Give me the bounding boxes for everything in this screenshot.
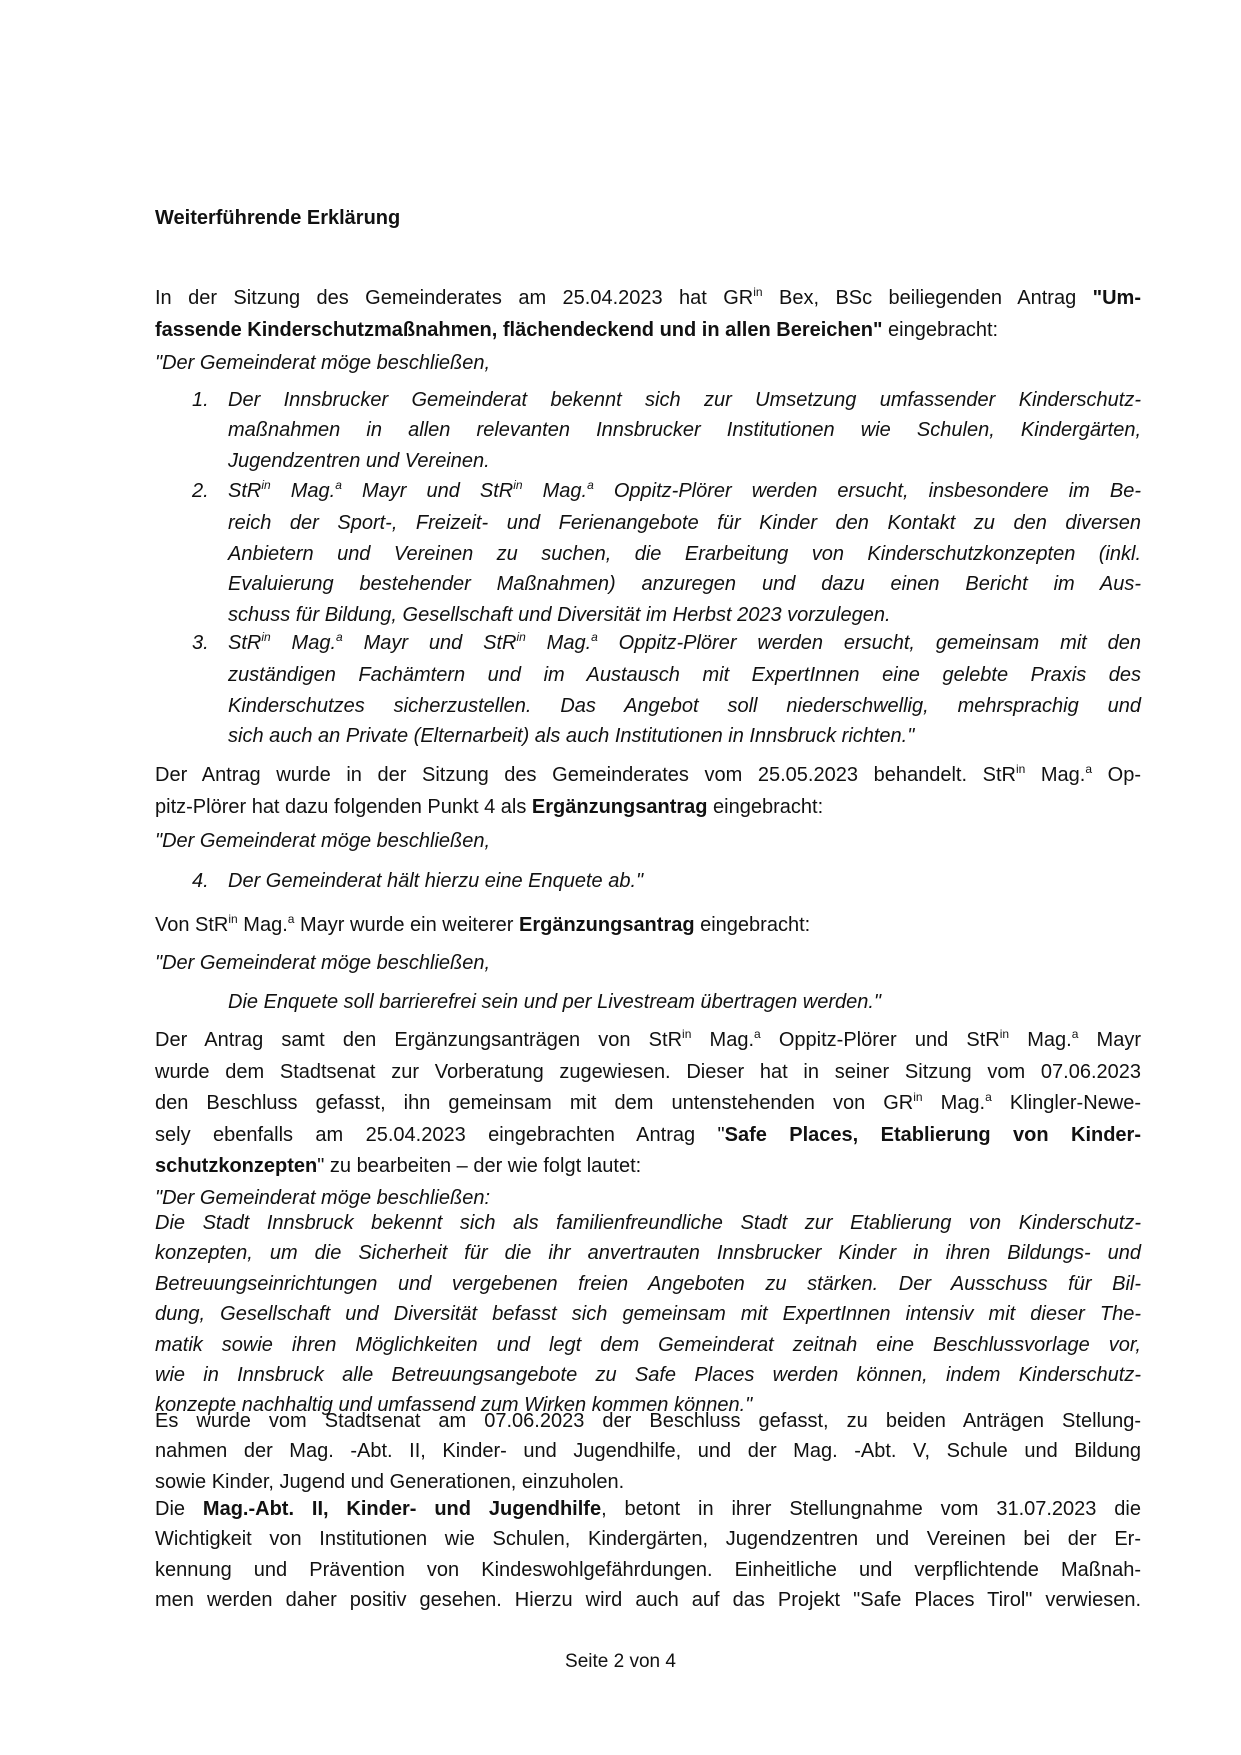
superscript: a [587, 478, 594, 492]
text-run: In der Sitzung des Gemeinderates am 25.04.2023 hat GR [155, 287, 754, 309]
text-line [228, 446, 1141, 476]
paragraph [155, 1025, 1141, 1181]
text-run: , betont in ihrer Stellungnahme vom 31.07.2023 die [601, 1498, 1141, 1520]
text-run: Mayr wurde ein weiterer [294, 914, 519, 936]
text-run: Mayr und StR [342, 632, 517, 654]
text-run: Die Stadt Innsbruck bekennt sich als familienfreundliche Stadt zur Etablierung von Kinderschutz- [155, 1212, 1141, 1234]
text-run: sely ebenfalls am 25.04.2023 eingebrachten Antrag " [155, 1124, 725, 1147]
text-line [155, 1467, 1141, 1497]
text-line [228, 628, 1141, 660]
superscript: a [591, 630, 598, 644]
list-number: 3. [192, 632, 209, 654]
text-run: Evaluierung bestehender Maßnahmen) anzuregen und dazu einen Bericht im Aus- [228, 573, 1141, 596]
text-run: maßnahmen in allen relevanten Innsbrucker Institutionen wie Schulen, Kindergärten, [228, 419, 1141, 442]
text-line [155, 1585, 1141, 1615]
text-run: Der Antrag wurde in der Sitzung des Gemeinderates vom 25.05.2023 behandelt. StR [155, 764, 1016, 786]
text-run: dung, Gesellschaft und Diversität befasst sich gemeinsam mit ExpertInnen intensiv mit dieser The- [155, 1303, 1141, 1326]
text-run: Mag. [270, 632, 337, 654]
paragraph [155, 1494, 1141, 1616]
text-run: Von StR [155, 914, 229, 936]
text-run: Mag. [922, 1091, 986, 1114]
text-line [228, 691, 1141, 721]
text-run: Mag. [525, 632, 592, 654]
bold-text: schutzkonzepten [155, 1154, 318, 1177]
list-item [155, 628, 1141, 752]
superscript: in [1015, 762, 1026, 776]
superscript: a [336, 630, 343, 644]
bold-text: Mag.-Abt. II, Kinder- und Jugendhilfe [202, 1498, 602, 1520]
text-run: Mag. [237, 914, 288, 936]
text-line [155, 1057, 1141, 1087]
text-run: StR [228, 632, 262, 654]
text-run: "Der Gemeinderat möge beschließen, [155, 352, 491, 374]
list-item [155, 385, 1141, 476]
text-run: sowie Kinder, Jugend und Generationen, einzuholen. [155, 1470, 625, 1493]
text-line [155, 1494, 1141, 1524]
text-line [155, 1151, 1141, 1181]
superscript: in [682, 1027, 692, 1041]
text-run: Bex, BSc beiliegenden Antrag [762, 287, 1093, 309]
text-line [228, 539, 1141, 569]
text-run: eingebracht: [694, 914, 811, 936]
superscript: in [913, 1089, 923, 1104]
text-line [155, 1269, 1141, 1299]
text-line [155, 348, 1141, 378]
text-run: Anbietern und Vereinen zu suchen, die Erarbeitung von Kinderschutzkonzepten (inkl. [228, 542, 1141, 565]
text-line [155, 315, 1141, 345]
list-number: 1. [192, 389, 209, 411]
text-line [155, 1406, 1141, 1436]
text-line [155, 283, 1141, 315]
text-line [228, 415, 1141, 445]
superscript: a [335, 478, 342, 492]
text-line [155, 1025, 1141, 1057]
paragraph [155, 760, 1141, 823]
list-item [155, 476, 1141, 630]
text-line [155, 826, 1141, 856]
superscript: a [1071, 1027, 1079, 1041]
text-run: "Der Gemeinderat möge beschließen, [155, 952, 491, 974]
text-run: Kinderschutzes sicherzustellen. Das Angebot soll niederschwellig, mehrsprachig und [228, 694, 1141, 717]
text-line [155, 760, 1141, 792]
text-run: eingebracht: [707, 796, 824, 819]
superscript: in [261, 478, 271, 492]
text-run: wurde dem Stadtsenat zur Vorberatung zugewiesen. Dieser hat in seiner Sitzung vom 07.06.2023 [155, 1061, 1141, 1084]
superscript: in [999, 1027, 1010, 1041]
text-run: konzepten, um die Sicherheit für die ihr anvertrauten Innsbrucker Kinder in ihren Bildungs- und [155, 1242, 1141, 1265]
text-line [155, 1120, 1141, 1150]
text-run: Oppitz-Plörer werden ersucht, insbesondere im Be- [593, 480, 1141, 502]
text-run: Mayr [1078, 1029, 1141, 1051]
superscript: in [516, 630, 526, 644]
superscript: in [513, 478, 523, 492]
bold-text: Ergänzungsantrag [518, 914, 695, 936]
text-run: Oppitz-Plörer werden ersucht, gemeinsam mit den [597, 632, 1141, 654]
superscript: in [228, 912, 238, 926]
text-line [228, 385, 1141, 415]
text-run: eingebracht: [882, 319, 999, 342]
text-run: wie in Innsbruck alle Betreuungsangebote zu Safe Places werden können, indem Kinderschutz- [155, 1364, 1141, 1387]
bold-text: "Um- [1092, 287, 1141, 309]
text-line [228, 508, 1141, 538]
text-run: Der Antrag samt den Ergänzungsanträgen von StR [155, 1029, 683, 1051]
list-item [155, 866, 1141, 896]
text-line [155, 948, 1141, 978]
bold-text: fassende Kinderschutzmaßnahmen, flächendeckend und in allen Bereichen" [155, 319, 883, 342]
page-number: Seite 2 von 4 [565, 1651, 676, 1672]
text-run: men werden daher positiv gesehen. Hierzu wird auch auf das Projekt "Safe Places Tirol" verwiesen. [155, 1589, 1141, 1612]
text-run: Wichtigkeit von Institutionen wie Schulen, Kindergärten, Jugendzentren und Vereinen bei der Er- [155, 1528, 1141, 1551]
list-number: 2. [192, 480, 209, 502]
text-run: Mag. [1025, 764, 1086, 786]
superscript: a [287, 912, 295, 926]
superscript: a [1085, 762, 1093, 776]
text-line [228, 660, 1141, 690]
text-run: "Der Gemeinderat möge beschließen: [155, 1187, 491, 1209]
section-heading: Weiterführende Erklärung [155, 207, 401, 229]
text-run: Betreuungseinrichtungen und vergebenen freien Angeboten zu stärken. Der Ausschuss für Bil- [155, 1272, 1141, 1295]
text-line [155, 1524, 1141, 1554]
text-run: pitz-Plörer hat dazu folgenden Punkt 4 als [155, 796, 532, 819]
text-run: nahmen der Mag. -Abt. II, Kinder- und Jugendhilfe, und der Mag. -Abt. V, Schule und Bildung [155, 1440, 1141, 1463]
text-run: sich auch an Private (Elternarbeit) als auch Institutionen in Innsbruck richten." [228, 725, 915, 748]
text-line [228, 600, 1141, 630]
paragraph [155, 348, 1141, 378]
text-run: Es wurde vom Stadtsenat am 07.06.2023 der Beschluss gefasst, zu beiden Anträgen Stellung- [155, 1410, 1141, 1432]
superscript: in [261, 630, 271, 644]
text-line [228, 569, 1141, 599]
text-line [155, 1330, 1141, 1360]
text-run: Oppitz-Plörer und StR [760, 1029, 1000, 1051]
superscript: a [985, 1089, 992, 1104]
text-run: Der Innsbrucker Gemeinderat bekennt sich zur Umsetzung umfassender Kinderschutz- [228, 389, 1141, 411]
text-run: Jugendzentren und Vereinen. [228, 449, 490, 472]
text-run: Mag. [270, 480, 336, 502]
text-run: StR [228, 480, 262, 502]
text-run: "Der Gemeinderat möge beschließen, [155, 830, 491, 852]
text-run: Klingler-Newe- [991, 1091, 1142, 1114]
text-run: matik sowie ihren Möglichkeiten und legt dem Gemeinderat zeitnah eine Beschlussvorlage vor, [155, 1333, 1141, 1356]
text-line [155, 1208, 1141, 1238]
paragraph [155, 948, 1141, 978]
text-run: Mayr und StR [341, 480, 514, 502]
text-line [155, 1555, 1141, 1585]
text-line [228, 866, 1141, 896]
text-run: zuständigen Fachämtern und im Austausch mit ExpertInnen eine gelebte Praxis des [228, 664, 1141, 687]
paragraph [155, 283, 1141, 346]
text-run: konzepte nachhaltig und umfassend zum Wirken kommen können." [155, 1394, 753, 1417]
text-line [155, 792, 1141, 822]
text-line [228, 476, 1141, 508]
text-line [228, 987, 1141, 1017]
text-line [228, 721, 1141, 751]
paragraph [155, 1406, 1141, 1497]
text-line [155, 1299, 1141, 1329]
text-run: kennung und Prävention von Kindeswohlgefährdungen. Einheitliche und verpflichtende Maßnah- [155, 1558, 1141, 1581]
text-run: Mag. [522, 480, 588, 502]
text-run: schuss für Bildung, Gesellschaft und Diversität im Herbst 2023 vorzulegen. [228, 603, 891, 626]
text-run: Der Gemeinderat hält hierzu eine Enquete ab." [228, 870, 644, 892]
list-number: 4. [192, 870, 209, 892]
text-run: " zu bearbeiten – der wie folgt lautet: [317, 1154, 642, 1177]
bold-text: Safe Places, Etablierung von Kinder- [724, 1124, 1141, 1147]
paragraph [228, 987, 1141, 1017]
text-line [155, 1088, 1141, 1120]
bold-text: Ergänzungsantrag [531, 796, 708, 819]
superscript: in [753, 285, 763, 299]
text-line [155, 1360, 1141, 1390]
superscript: a [754, 1027, 761, 1041]
text-run: Die Enquete soll barrierefrei sein und per Livestream übertragen werden." [228, 991, 882, 1013]
text-run: Mag. [1009, 1029, 1072, 1051]
text-run: den Beschluss gefasst, ihn gemeinsam mit dem untenstehenden von GR [155, 1091, 914, 1114]
text-run: Mag. [691, 1029, 755, 1051]
text-run: reich der Sport-, Freizeit- und Ferienangebote für Kinder den Kontakt zu den diversen [228, 512, 1141, 535]
text-line [155, 1436, 1141, 1466]
text-run: Die [155, 1498, 203, 1520]
paragraph [155, 1208, 1141, 1421]
text-line [155, 1238, 1141, 1268]
text-line [155, 910, 1141, 942]
paragraph [155, 826, 1141, 856]
paragraph [155, 910, 1141, 942]
text-run: Op- [1092, 764, 1142, 786]
